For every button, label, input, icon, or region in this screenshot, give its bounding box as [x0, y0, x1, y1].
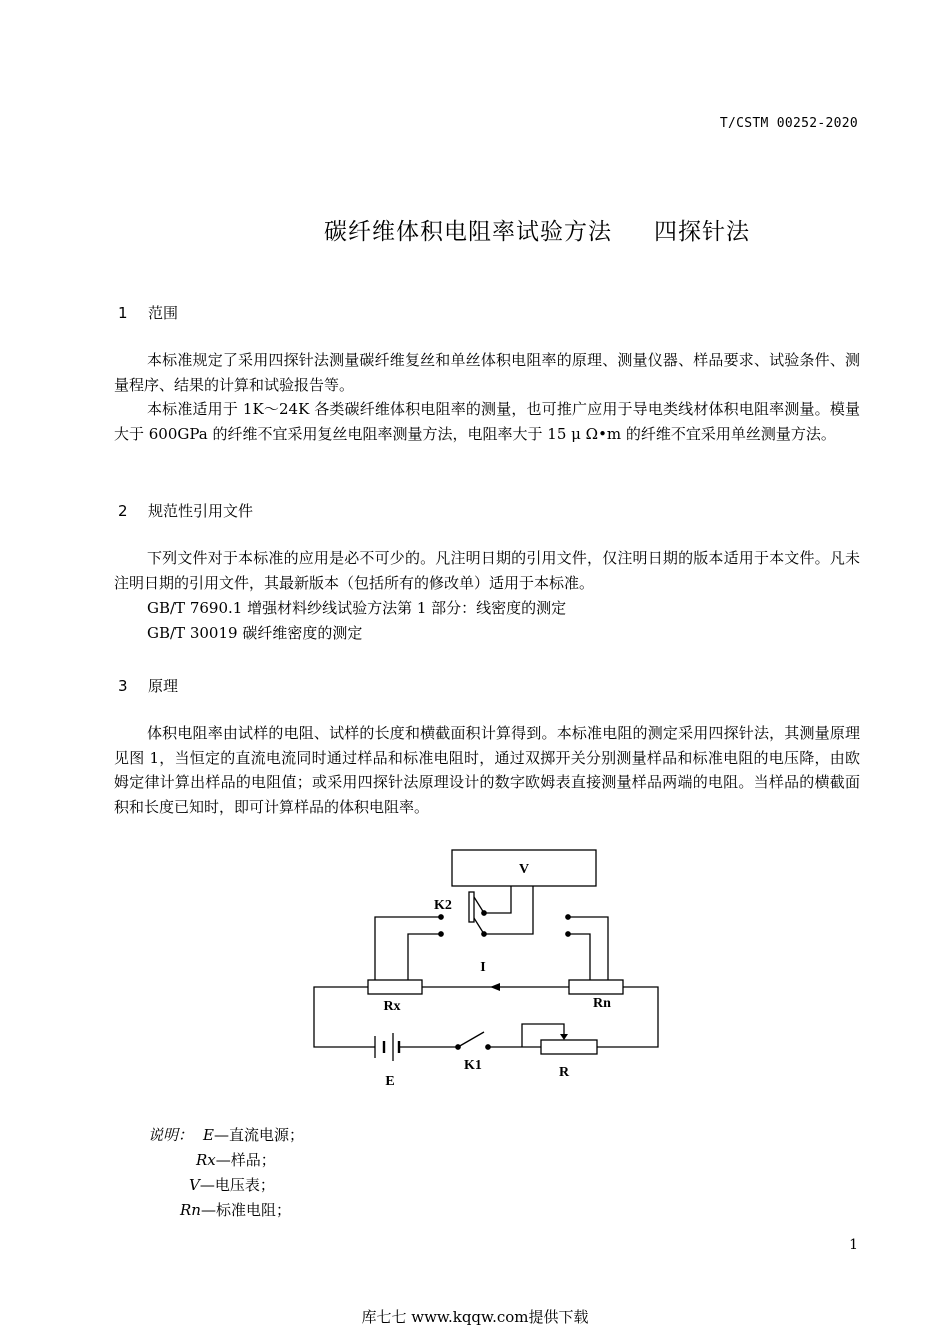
label-v: V — [518, 862, 530, 877]
legend-row-e: 说明： E—直流电源； — [148, 1126, 304, 1144]
legend-intro: 说明： — [148, 1126, 194, 1144]
section-2-paragraph-1: 下列文件对于本标准的应用是必不可少的。凡注明日期的引用文件，仅注明日期的版本适用于本文件。凡未注明日期的引用文件，其最新版本（包括所有的修改单）适用于本标准。 — [114, 549, 860, 592]
section-2-heading: 2 规范性引用文件 — [118, 502, 254, 520]
four-probe-circuit-diagram — [300, 838, 670, 1093]
rheostat-wiper-arrow — [560, 1034, 568, 1040]
rheostat-r — [541, 1040, 597, 1054]
document-title — [0, 213, 950, 246]
label-rx: Rx — [383, 999, 401, 1014]
page-number: 1 — [849, 1237, 858, 1253]
k2-pole-wire-2 — [484, 886, 533, 934]
document-code: T/CSTM 00252-2020 — [719, 116, 858, 131]
section-1-paragraph-1: 本标准规定了采用四探针法测量碳纤维复丝和单丝体积电阻率的原理、测量仪器、样品要求、试验条件、测量程序、结果的计算和试验报告等。 — [114, 351, 860, 394]
section-3-paragraph-1: 体积电阻率由试样的电阻、试样的长度和横截面积计算得到。本标准电阻的测定采用四探针法，其测量原理见图 1，当恒定的直流电流同时通过样品和标准电阻时，通过双掷开关分别测量样品和标准电阻的电压降，由欧姆定律计算出样品的电阻值；或采用四探针法原理设计的数字欧姆表直接测量样品两端的电阻。当样品的横截面积和长度已知时，即可计算样品的体积电阻率。 — [114, 724, 860, 816]
rn-probe-wire-2 — [568, 934, 590, 980]
section-3-heading: 3 原理 — [118, 677, 179, 695]
current-arrow — [490, 983, 500, 991]
label-e: E — [385, 1074, 395, 1089]
rx-probe-wire-2 — [408, 934, 441, 980]
section-1-heading: 1 范围 — [118, 304, 179, 322]
title-main: 碳纤维体积电阻率试验方法 — [324, 219, 612, 245]
k2-blade — [474, 897, 484, 913]
legend-row-rx: Rx—样品； — [196, 1151, 276, 1169]
legend-row-rn: Rn—标准电阻； — [180, 1201, 291, 1219]
reference-gbt-30019: GB/T 30019 碳纤维密度的测定 — [147, 624, 363, 642]
label-k2: K2 — [434, 898, 452, 913]
standard-resistor-rn — [569, 980, 623, 994]
label-i: I — [480, 960, 486, 975]
label-k1: K1 — [464, 1058, 482, 1073]
rn-probe-wire-1 — [568, 917, 608, 980]
section-1-paragraph-2: 本标准适用于 1K～24K 各类碳纤维体积电阻率的测量，也可推广应用于导电类线材体积电阻率测量。模量大于 600GPa 的纤维不宜采用复丝电阻率测量方法，电阻率大于 15 μ Ω•m 的纤维不宜采用单丝测量方法。 — [114, 400, 860, 443]
title-sub: 四探针法 — [654, 219, 750, 245]
sample-resistor-rx — [368, 980, 422, 994]
reference-gbt-7690-1: GB/T 7690.1 增强材料纱线试验方法第 1 部分：线密度的测定 — [147, 599, 567, 617]
label-r: R — [558, 1065, 570, 1080]
k2-pole-wire-1 — [484, 886, 511, 913]
k1-blade — [458, 1032, 484, 1047]
legend-row-v: V—电压表； — [189, 1176, 275, 1194]
loop-left-wire — [314, 987, 370, 1047]
download-footer: 库七七 www.kqqw.com提供下载 — [361, 1308, 589, 1326]
label-rn: Rn — [593, 996, 611, 1011]
